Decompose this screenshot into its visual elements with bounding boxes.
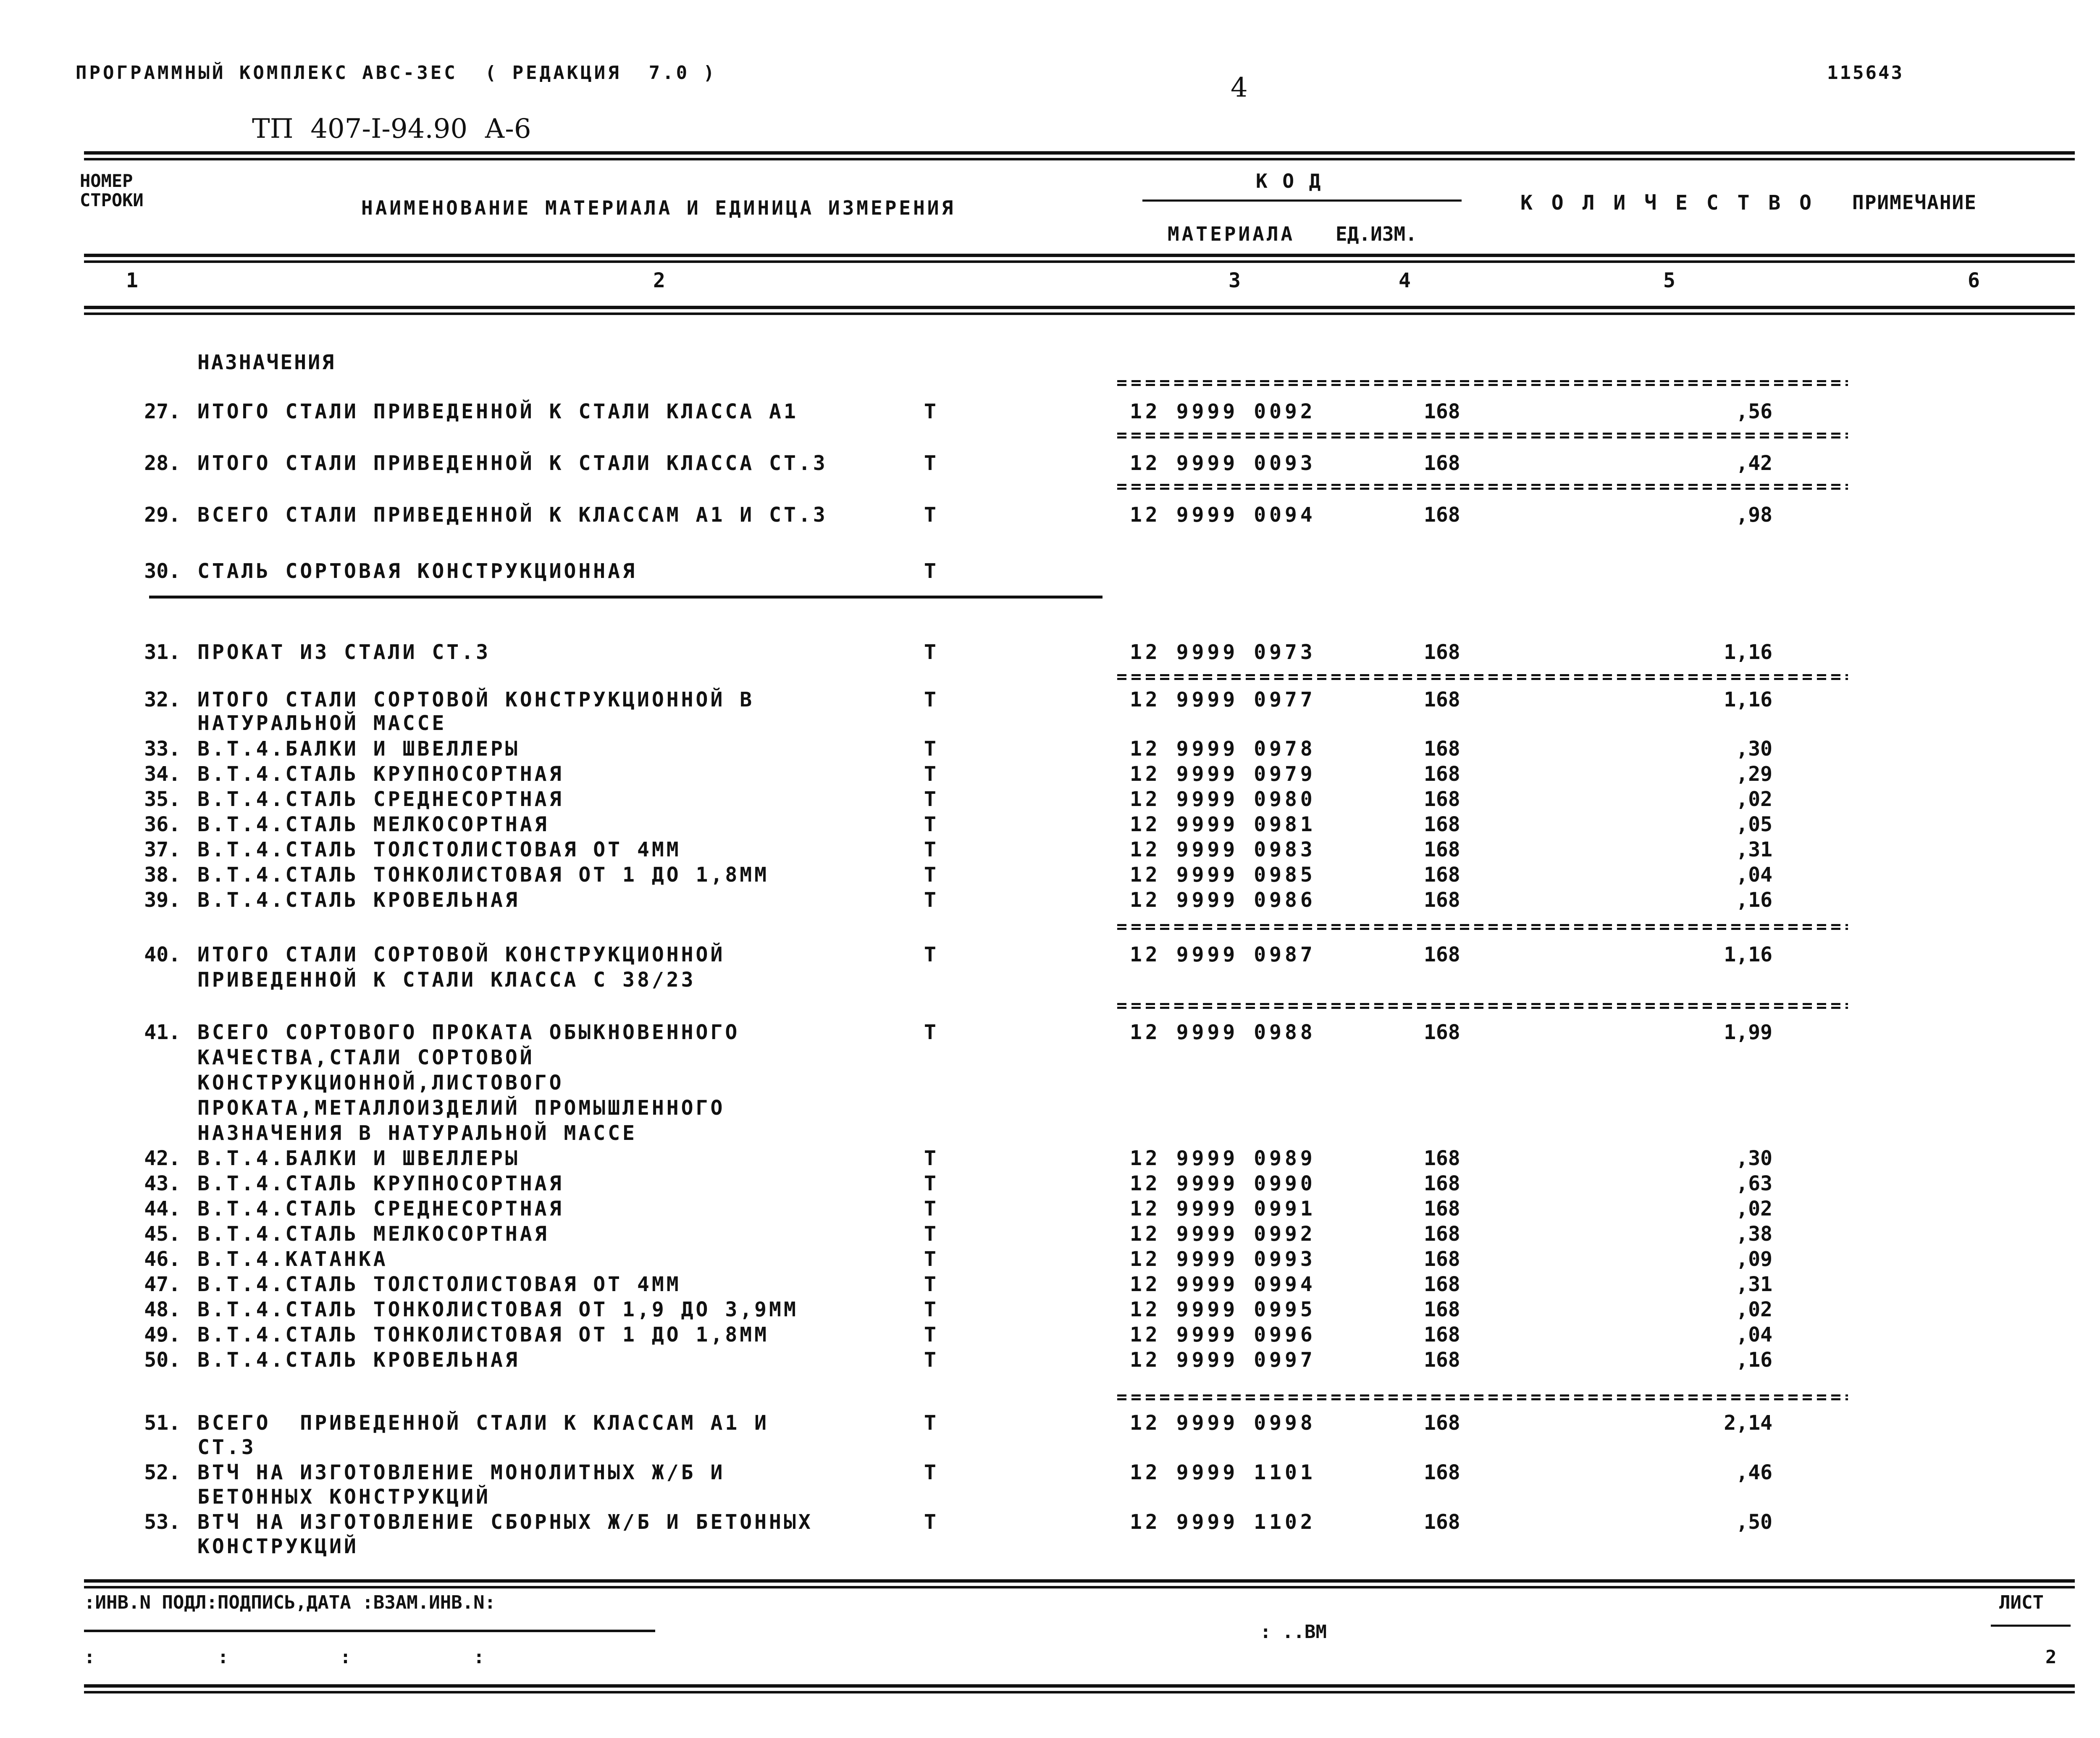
row-quantity: ,29 [1736, 762, 1772, 786]
row-unit-code: 168 [1424, 1461, 1460, 1484]
row-material-code: 12 9999 1101 [1130, 1461, 1316, 1484]
row-quantity: ,30 [1736, 1147, 1772, 1170]
row-unit: Т [924, 1411, 936, 1435]
row-material-code: 12 9999 1102 [1130, 1510, 1316, 1534]
separator-r28 [1117, 433, 1848, 438]
row-name-line-2: ПРИВЕДЕННОЙ К СТАЛИ КЛАССА С 38/23 [197, 968, 696, 992]
header-num-5: 5 [1663, 269, 1675, 292]
row-unit-code: 168 [1424, 1510, 1460, 1534]
row-quantity: ,50 [1736, 1510, 1772, 1534]
stamp-rule [84, 1630, 655, 1632]
row-material-code: 12 9999 0978 [1130, 737, 1316, 761]
row-unit-code: 168 [1424, 762, 1460, 786]
row-name: ВСЕГО СОРТОВОГО ПРОКАТА ОБЫКНОВЕННОГО [197, 1021, 740, 1044]
row-quantity: ,31 [1736, 838, 1772, 861]
row-name: В.Т.4.СТАЛЬ СРЕДНЕСОРТНАЯ [197, 1197, 564, 1221]
row-unit: Т [924, 863, 936, 887]
row-number: 39. [144, 888, 181, 912]
row-quantity: ,02 [1736, 1298, 1772, 1321]
row-material-code: 12 9999 0986 [1130, 888, 1316, 912]
row-number: 41. [144, 1021, 181, 1044]
row-name: ИТОГО СТАЛИ ПРИВЕДЕННОЙ К СТАЛИ КЛАССА А1 [197, 400, 798, 423]
row-name: В.Т.4.СТАЛЬ ТОНКОЛИСТОВАЯ ОТ 1,9 ДО 3,9ММ [197, 1298, 798, 1321]
row-unit: Т [924, 737, 936, 761]
row-number: 35. [144, 788, 181, 811]
header-num-6: 6 [1968, 269, 1980, 292]
row-name-line-2: СТ.3 [197, 1436, 256, 1459]
row-number: 46. [144, 1247, 181, 1271]
stamp-cells: : : : : [84, 1646, 485, 1668]
row-quantity: 1,99 [1724, 1021, 1772, 1044]
row-unit-code: 168 [1424, 1147, 1460, 1170]
row-quantity: ,98 [1736, 503, 1772, 527]
row-material-code: 12 9999 0998 [1130, 1411, 1316, 1435]
row-name: ИТОГО СТАЛИ СОРТОВОЙ КОНСТРУКЦИОННОЙ [197, 943, 725, 966]
separator-r27 [1117, 380, 1848, 386]
row-material-code: 12 9999 0994 [1130, 1273, 1316, 1296]
row-name: В.Т.4.БАЛКИ И ШВЕЛЛЕРЫ [197, 737, 520, 761]
header-code: К О Д [1256, 170, 1323, 192]
sheet-divider [1991, 1625, 2071, 1627]
row-quantity: ,04 [1736, 1323, 1772, 1347]
row-unit: Т [924, 452, 936, 475]
row-quantity: 1,16 [1724, 943, 1772, 966]
row-unit: Т [924, 838, 936, 861]
header-code-divider [1142, 200, 1462, 202]
row-number: 43. [144, 1172, 181, 1195]
row-quantity: ,42 [1736, 452, 1772, 475]
row-number: 36. [144, 813, 181, 836]
row-name: В.Т.4.СТАЛЬ МЕЛКОСОРТНАЯ [197, 813, 549, 836]
row-unit: Т [924, 1273, 936, 1296]
row-material-code: 12 9999 0094 [1130, 503, 1316, 527]
row-unit: Т [924, 1021, 936, 1044]
row-material-code: 12 9999 0979 [1130, 762, 1316, 786]
header-mid-rule [84, 254, 2075, 263]
row-unit-code: 168 [1424, 1247, 1460, 1271]
row-unit: Т [924, 943, 936, 966]
separator-r29 [1117, 484, 1848, 490]
row-number: 44. [144, 1197, 181, 1221]
header-num-4: 4 [1399, 269, 1411, 292]
row-material-code: 12 9999 0991 [1130, 1197, 1316, 1221]
row-unit: Т [924, 762, 936, 786]
row-material-code: 12 9999 0981 [1130, 813, 1316, 836]
row-quantity: ,04 [1736, 863, 1772, 887]
separator-r41 [1117, 1003, 1848, 1009]
row-unit: Т [924, 503, 936, 527]
row-number: 49. [144, 1323, 181, 1347]
row-name: В.Т.4.СТАЛЬ СРЕДНЕСОРТНАЯ [197, 788, 564, 811]
row-unit-code: 168 [1424, 888, 1460, 912]
row-unit-code: 168 [1424, 400, 1460, 423]
row-unit: Т [924, 641, 936, 664]
row-unit-code: 168 [1424, 863, 1460, 887]
row-material-code: 12 9999 0980 [1130, 788, 1316, 811]
row-unit: Т [924, 1172, 936, 1195]
row-name: В.Т.4.СТАЛЬ КРОВЕЛЬНАЯ [197, 888, 520, 912]
row-unit: Т [924, 813, 936, 836]
row-number: 51. [144, 1411, 181, 1435]
row-name-line-3: КОНСТРУКЦИОННОЙ,ЛИСТОВОГО [197, 1071, 564, 1095]
row-name: В.Т.4.СТАЛЬ КРОВЕЛЬНАЯ [197, 1348, 520, 1372]
row-number: 42. [144, 1147, 181, 1170]
row-number: 38. [144, 863, 181, 887]
row-quantity: ,16 [1736, 888, 1772, 912]
row-name: СТАЛЬ СОРТОВАЯ КОНСТРУКЦИОННАЯ [197, 559, 637, 583]
header-bottom-rule [84, 306, 2075, 315]
row-number: 37. [144, 838, 181, 861]
row-quantity: ,05 [1736, 813, 1772, 836]
row-unit-code: 168 [1424, 1298, 1460, 1321]
row-unit-code: 168 [1424, 1222, 1460, 1246]
row-quantity: 1,16 [1724, 688, 1772, 711]
row-number: 52. [144, 1461, 181, 1484]
row-number: 27. [144, 400, 181, 423]
row-quantity: 2,14 [1724, 1411, 1772, 1435]
row-unit: Т [924, 1197, 936, 1221]
separator-r40 [1117, 924, 1848, 930]
row-name: ВТЧ НА ИЗГОТОВЛЕНИЕ МОНОЛИТНЫХ Ж/Б И [197, 1461, 725, 1484]
row-unit: Т [924, 888, 936, 912]
sheet-number: 2 [2045, 1646, 2057, 1668]
row-name: В.Т.4.СТАЛЬ ТОНКОЛИСТОВАЯ ОТ 1 ДО 1,8ММ [197, 1323, 769, 1347]
document-mark: : ..ВМ [1260, 1621, 1327, 1643]
row-material-code: 12 9999 0995 [1130, 1298, 1316, 1321]
row-quantity: ,31 [1736, 1273, 1772, 1296]
row-material-code: 12 9999 0993 [1130, 1247, 1316, 1271]
row-unit-code: 168 [1424, 813, 1460, 836]
row-quantity: ,30 [1736, 737, 1772, 761]
row-number: 29. [144, 503, 181, 527]
row-number: 32. [144, 688, 181, 711]
sheet-label: ЛИСТ [1999, 1592, 2044, 1613]
row-name: В.Т.4.СТАЛЬ КРУПНОСОРТНАЯ [197, 1172, 564, 1195]
program-title: ПРОГРАММНЫЙ КОМПЛЕКС АВС-ЗЕС ( РЕДАКЦИЯ 7.0 ) [76, 62, 717, 84]
row-unit: Т [924, 1348, 936, 1372]
row-quantity: ,02 [1736, 1197, 1772, 1221]
row-name: ИТОГО СТАЛИ ПРИВЕДЕННОЙ К СТАЛИ КЛАССА СТ.3 [197, 452, 828, 475]
row-number: 48. [144, 1298, 181, 1321]
row-name: ВСЕГО ПРИВЕДЕННОЙ СТАЛИ К КЛАССАМ А1 И [197, 1411, 769, 1435]
row-unit-code: 168 [1424, 1273, 1460, 1296]
section-title: НАЗНАЧЕНИЯ [197, 351, 336, 374]
row-name: ВСЕГО СТАЛИ ПРИВЕДЕННОЙ К КЛАССАМ А1 И СТ.3 [197, 503, 828, 527]
row-number: 33. [144, 737, 181, 761]
row-name: ПРОКАТ ИЗ СТАЛИ СТ.3 [197, 641, 491, 664]
row-unit-code: 168 [1424, 943, 1460, 966]
footer-bottom-rule [84, 1684, 2075, 1693]
row-material-code: 12 9999 0992 [1130, 1222, 1316, 1246]
row-material-code: 12 9999 0988 [1130, 1021, 1316, 1044]
row-name: В.Т.4.СТАЛЬ МЕЛКОСОРТНАЯ [197, 1222, 549, 1246]
row-unit-code: 168 [1424, 838, 1460, 861]
header-name-column: НАИМЕНОВАНИЕ МАТЕРИАЛА И ЕДИНИЦА ИЗМЕРЕНИЯ [361, 197, 956, 219]
row-number: 45. [144, 1222, 181, 1246]
header-line-number: НОМЕР СТРОКИ [80, 171, 144, 210]
page-number: 4 [1231, 72, 1248, 103]
row-name: В.Т.4.СТАЛЬ ТОНКОЛИСТОВАЯ ОТ 1 ДО 1,8ММ [197, 863, 769, 887]
row-unit: Т [924, 1147, 936, 1170]
row-number: 30. [144, 559, 181, 583]
row-number: 47. [144, 1273, 181, 1296]
row-unit-code: 168 [1424, 737, 1460, 761]
row-material-code: 12 9999 0989 [1130, 1147, 1316, 1170]
row-unit-code: 168 [1424, 1348, 1460, 1372]
row-unit: Т [924, 1510, 936, 1534]
row-number: 28. [144, 452, 181, 475]
row-name-line-4: ПРОКАТА,МЕТАЛЛОИЗДЕЛИЙ ПРОМЫШЛЕННОГО [197, 1096, 725, 1120]
header-code-material: МАТЕРИАЛА [1168, 223, 1295, 245]
row-material-code: 12 9999 0990 [1130, 1172, 1316, 1195]
row-unit-code: 168 [1424, 1411, 1460, 1435]
row-name: ИТОГО СТАЛИ СОРТОВОЙ КОНСТРУКЦИОННОЙ В [197, 688, 755, 711]
row-name-line-2: КОНСТРУКЦИЙ [197, 1535, 359, 1558]
row-unit: Т [924, 1247, 936, 1271]
row-material-code: 12 9999 0997 [1130, 1348, 1316, 1372]
footer-top-rule [84, 1579, 2075, 1588]
row-number: 53. [144, 1510, 181, 1534]
row-unit: Т [924, 688, 936, 711]
header-note: ПРИМЕЧАНИЕ [1852, 191, 1977, 214]
row-quantity: ,63 [1736, 1172, 1772, 1195]
row-material-code: 12 9999 0977 [1130, 688, 1316, 711]
row-name: В.Т.4.СТАЛЬ ТОЛСТОЛИСТОВАЯ ОТ 4ММ [197, 838, 681, 861]
row-material-code: 12 9999 0987 [1130, 943, 1316, 966]
row-unit: Т [924, 788, 936, 811]
stamp-labels: :ИНВ.N ПОДЛ:ПОДПИСЬ,ДАТА :ВЗАМ.ИНВ.N: [84, 1592, 496, 1613]
header-quantity: К О Л И Ч Е С Т В О [1520, 191, 1815, 215]
row-number: 50. [144, 1348, 181, 1372]
row-name: ВТЧ НА ИЗГОТОВЛЕНИЕ СБОРНЫХ Ж/Б И БЕТОННЫХ [197, 1510, 813, 1534]
row-material-code: 12 9999 0996 [1130, 1323, 1316, 1347]
row-quantity: ,38 [1736, 1222, 1772, 1246]
row-material-code: 12 9999 0985 [1130, 863, 1316, 887]
row-unit-code: 168 [1424, 1323, 1460, 1347]
row-quantity: ,16 [1736, 1348, 1772, 1372]
header-num-3: 3 [1228, 269, 1241, 292]
row-material-code: 12 9999 0093 [1130, 452, 1316, 475]
row-unit-code: 168 [1424, 1197, 1460, 1221]
row-name-line-2: НАТУРАЛЬНОЙ МАССЕ [197, 711, 447, 735]
header-top-rule [84, 151, 2075, 160]
row-name: В.Т.4.БАЛКИ И ШВЕЛЛЕРЫ [197, 1147, 520, 1170]
row-unit: Т [924, 559, 936, 583]
row-number: 40. [144, 943, 181, 966]
row-unit-code: 168 [1424, 788, 1460, 811]
row-quantity: 1,16 [1724, 641, 1772, 664]
row-name-line-2: БЕТОННЫХ КОНСТРУКЦИЙ [197, 1485, 491, 1509]
header-num-2: 2 [653, 269, 665, 292]
row-material-code: 12 9999 0973 [1130, 641, 1316, 664]
row-unit: Т [924, 1461, 936, 1484]
row-unit: Т [924, 1222, 936, 1246]
row-number: 34. [144, 762, 181, 786]
separator-r32 [1117, 674, 1848, 680]
row-unit: Т [924, 1298, 936, 1321]
row-quantity: ,09 [1736, 1247, 1772, 1271]
row-unit: Т [924, 1323, 936, 1347]
section-underline [149, 596, 1102, 599]
row-material-code: 12 9999 0983 [1130, 838, 1316, 861]
row-quantity: ,46 [1736, 1461, 1772, 1484]
row-unit-code: 168 [1424, 641, 1460, 664]
row-name-line-2: КАЧЕСТВА,СТАЛИ СОРТОВОЙ [197, 1046, 535, 1069]
header-num-1: 1 [126, 269, 138, 292]
row-unit-code: 168 [1424, 1021, 1460, 1044]
row-quantity: ,02 [1736, 788, 1772, 811]
row-name-line-5: НАЗНАЧЕНИЯ В НАТУРАЛЬНОЙ МАССЕ [197, 1121, 637, 1145]
document-code: 115643 [1827, 62, 1904, 84]
row-number: 31. [144, 641, 181, 664]
separator-r51 [1117, 1394, 1848, 1400]
row-quantity: ,56 [1736, 400, 1772, 423]
row-material-code: 12 9999 0092 [1130, 400, 1316, 423]
row-unit-code: 168 [1424, 452, 1460, 475]
row-name: В.Т.4.КАТАНКА [197, 1247, 388, 1271]
document-title: ТП 407-I-94.90 А-6 [252, 113, 531, 144]
row-unit-code: 168 [1424, 503, 1460, 527]
row-unit: Т [924, 400, 936, 423]
row-unit-code: 168 [1424, 1172, 1460, 1195]
row-name: В.Т.4.СТАЛЬ КРУПНОСОРТНАЯ [197, 762, 564, 786]
row-name: В.Т.4.СТАЛЬ ТОЛСТОЛИСТОВАЯ ОТ 4ММ [197, 1273, 681, 1296]
header-code-unit: ЕД.ИЗМ. [1336, 223, 1417, 245]
row-unit-code: 168 [1424, 688, 1460, 711]
